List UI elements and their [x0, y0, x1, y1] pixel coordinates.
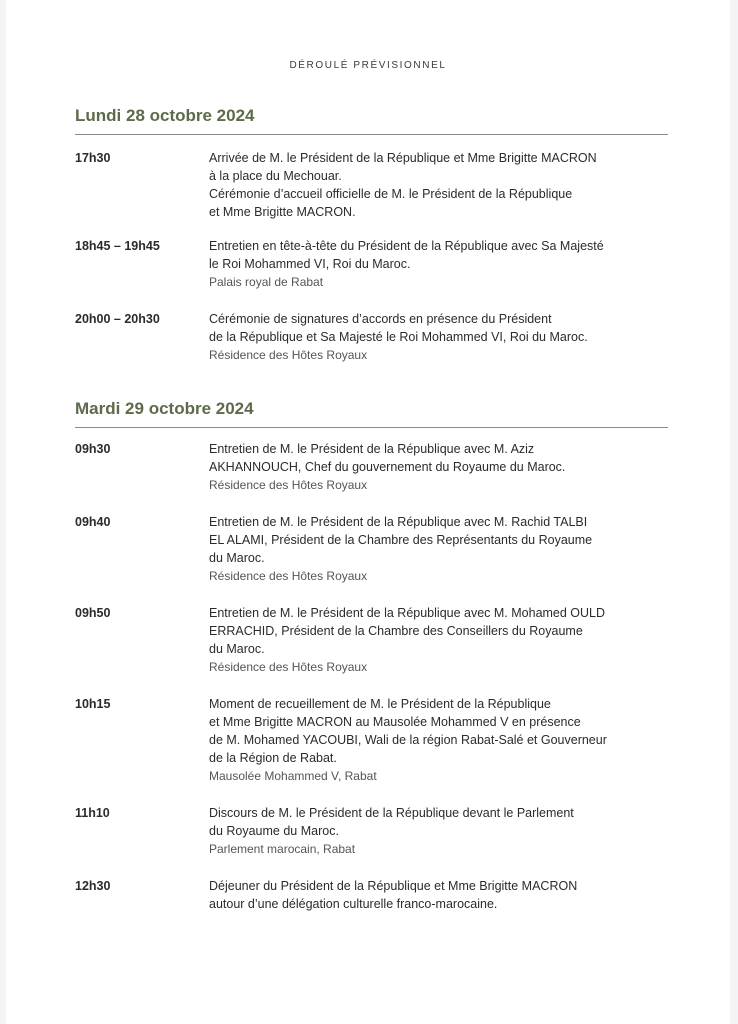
event-line: Moment de recueillement de M. le Président de la République: [209, 697, 551, 711]
event-line: le Roi Mohammed VI, Roi du Maroc.: [209, 257, 411, 271]
event-line: et Mme Brigitte MACRON.: [209, 205, 356, 219]
schedule-event: [75, 440, 668, 494]
schedule-event: [75, 604, 668, 676]
event-time: 17h30: [75, 151, 111, 165]
event-line: ERRACHID, Président de la Chambre des Conseillers du Royaume: [209, 624, 583, 638]
event-line: Arrivée de M. le Président de la République et Mme Brigitte MACRON: [209, 151, 597, 165]
schedule-event: [75, 310, 668, 364]
event-line: autour d’une délégation culturelle franco-marocaine.: [209, 897, 498, 911]
event-location: Mausolée Mohammed V, Rabat: [209, 769, 377, 783]
event-line: de M. Mohamed YACOUBI, Wali de la région Rabat-Salé et Gouverneur: [209, 733, 607, 747]
event-line: du Maroc.: [209, 551, 265, 565]
day-divider: [75, 427, 668, 428]
schedule-event: [75, 877, 668, 913]
document-title: DÉROULÉ PRÉVISIONNEL: [289, 60, 447, 71]
event-line: Entretien de M. le Président de la République avec M. Mohamed OULD: [209, 606, 606, 620]
event-description: [209, 513, 668, 585]
event-line: du Maroc.: [209, 642, 265, 656]
event-time: 18h45 – 19h45: [75, 239, 160, 253]
event-location: Parlement marocain, Rabat: [209, 842, 356, 856]
schedule-event: [75, 149, 668, 221]
event-line: Cérémonie de signatures d’accords en présence du Président: [209, 312, 552, 326]
event-description: [209, 310, 668, 364]
day-title: Mardi 29 octobre 2024: [75, 399, 254, 418]
event-line: de la Région de Rabat.: [209, 751, 337, 765]
event-description: [209, 695, 668, 785]
event-line: AKHANNOUCH, Chef du gouvernement du Royaume du Maroc.: [209, 460, 566, 474]
event-location: Résidence des Hôtes Royaux: [209, 348, 368, 362]
event-description: [209, 804, 668, 858]
event-location: Palais royal de Rabat: [209, 275, 324, 289]
event-line: de la République et Sa Majesté le Roi Mohammed VI, Roi du Maroc.: [209, 330, 588, 344]
event-line: à la place du Mechouar.: [209, 169, 342, 183]
event-location: Résidence des Hôtes Royaux: [209, 569, 368, 583]
schedule-event: [75, 695, 668, 785]
event-line: Entretien en tête-à-tête du Président de la République avec Sa Majesté: [209, 239, 604, 253]
event-description: [209, 440, 668, 494]
document-page: [6, 0, 730, 1024]
event-line: du Royaume du Maroc.: [209, 824, 339, 838]
event-line: Discours de M. le Président de la République devant le Parlement: [209, 806, 574, 820]
schedule-event: [75, 804, 668, 858]
event-time: 12h30: [75, 879, 111, 893]
event-description: [209, 149, 668, 221]
event-description: [209, 237, 668, 291]
day-section-1: [75, 104, 668, 364]
schedule-event: [75, 237, 668, 291]
day-title: Lundi 28 octobre 2024: [75, 106, 255, 125]
event-time: 09h30: [75, 442, 111, 456]
event-line: Cérémonie d’accueil officielle de M. le Président de la République: [209, 187, 573, 201]
event-location: Résidence des Hôtes Royaux: [209, 660, 368, 674]
event-line: Entretien de M. le Président de la République avec M. Rachid TALBI: [209, 515, 588, 529]
event-time: 09h50: [75, 606, 111, 620]
event-description: [209, 604, 668, 676]
event-line: Entretien de M. le Président de la République avec M. Aziz: [209, 442, 535, 456]
schedule-event: [75, 513, 668, 585]
event-time: 09h40: [75, 515, 111, 529]
event-description: [209, 877, 668, 913]
event-line: EL ALAMI, Président de la Chambre des Représentants du Royaume: [209, 533, 593, 547]
day-section-2: [75, 397, 668, 913]
event-time: 11h10: [75, 806, 110, 820]
event-line: Déjeuner du Président de la République et Mme Brigitte MACRON: [209, 879, 578, 893]
event-location: Résidence des Hôtes Royaux: [209, 478, 368, 492]
day-divider: [75, 134, 668, 135]
event-line: et Mme Brigitte MACRON au Mausolée Mohammed V en présence: [209, 715, 581, 729]
event-time: 10h15: [75, 697, 111, 711]
event-time: 20h00 – 20h30: [75, 312, 160, 326]
